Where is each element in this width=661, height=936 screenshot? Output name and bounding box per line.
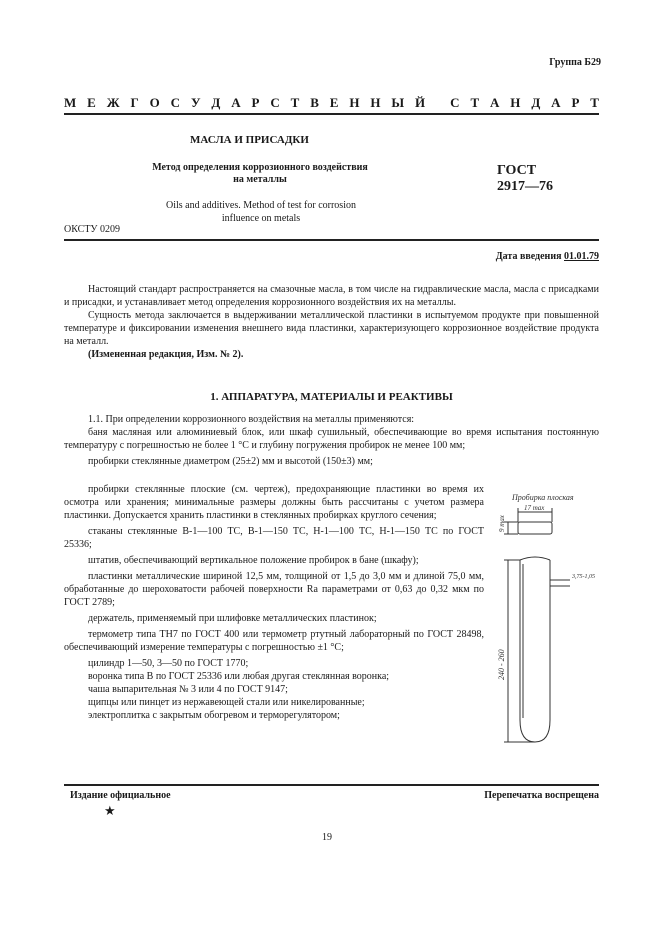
okstu-rule: [64, 239, 599, 241]
list-item: цилиндр 1—50, 3—50 по ГОСТ 1770;: [88, 658, 249, 669]
list-item: пластинки металлические шириной 12,5 мм, толщиной от 1,5 до 3,0 мм и длиной 75,0 мм, обработанные до шероховатости рабочей поверхности Ra параметрами от 0,63 до 0,32 мкм по ГОСТ 2789;: [64, 571, 484, 608]
banner-letter: С: [270, 95, 280, 110]
dim-top: 9 max: [498, 515, 506, 532]
banner-letter: М: [64, 95, 77, 110]
banner-letter: А: [231, 95, 241, 110]
star-icon: ★: [104, 803, 116, 818]
effective-date: Дата введения 01.01.79: [495, 251, 599, 262]
banner-letter: Д: [211, 95, 221, 110]
banner-letter: Г: [130, 95, 139, 110]
banner-letter: Ж: [106, 95, 120, 110]
list-item: баня масляная или алюминиевый блок, или шкаф сушильный, обеспечивающие во время испытания постоянную температуру с погрешностью не более 1 °С и глубину погружения пробирок не менее 100 мм;: [64, 427, 599, 451]
gost-number: ГОСТ 2917—76: [497, 163, 553, 194]
reprint-prohibited: Перепечатка воспрещена: [484, 790, 599, 801]
banner-letter: Е: [87, 95, 96, 110]
section-heading: 1. АППАРАТУРА, МАТЕРИАЛЫ И РЕАКТИВЫ: [210, 391, 453, 403]
banner-letter: Н: [510, 95, 521, 110]
list-item: термометр типа ТН7 по ГОСТ 400 или термометр ртутный лабораторный по ГОСТ 28498, обеспечивающий измерение температуры с погрешностью ±1 °С;: [64, 629, 484, 653]
list-item: пробирки стеклянные диаметром (25±2) мм и высотой (150±3) мм;: [88, 456, 373, 467]
list-item: штатив, обеспечивающий вертикальное положение пробирок в бане (шкафу);: [88, 555, 419, 566]
banner-letter: Т: [470, 95, 480, 110]
page-number: 19: [322, 832, 332, 843]
list-item: электроплитка с закрытым обогревом и терморегулятором;: [88, 710, 340, 721]
group-code: Группа Б29: [549, 57, 601, 68]
list-item: щипцы или пинцет из нержавеющей стали или никелированные;: [88, 697, 365, 708]
flat-tube-drawing: [490, 490, 610, 760]
banner-letter: В: [310, 95, 319, 110]
banner-letter: Й: [415, 95, 426, 110]
banner-letter: Д: [531, 95, 541, 110]
banner-letter: С: [170, 95, 181, 110]
english-title: Oils and additives. Method of test for corrosion influence on metals: [166, 200, 356, 224]
banner-letter: У: [190, 95, 201, 110]
dim-thickness: 3,75-1,05: [572, 574, 595, 580]
list-item: чаша выпарительная № 3 или 4 по ГОСТ 9147;: [88, 684, 288, 695]
intro-text: [64, 283, 599, 361]
banner-letter: О: [149, 95, 160, 110]
official-edition: Издание официальное: [70, 790, 171, 801]
header-rule: [64, 113, 599, 115]
dim-height: 240 - 260: [497, 649, 506, 680]
banner-letter: С: [450, 95, 460, 110]
list-item: пробирки стеклянные плоские (см. чертеж), предохраняющие пластинки во время их осмотра или хранения; минимальные размеры должны быть рассчитаны с учетом размера пластинки. Допускается хранить пластинки в стеклянных пробирках круглого сечения;: [64, 484, 484, 521]
document-subtitle: Метод определения коррозионного воздействия на металлы: [152, 162, 368, 185]
intro-paragraph: Настоящий стандарт распространяется на смазочные масла, в том числе на гидравлические масла, масла с присадками и присадки, и устанавливает метод определения коррозионного воздействия их на металлы.: [64, 284, 599, 308]
tube-cap: [518, 522, 552, 534]
banner-letter: А: [551, 95, 561, 110]
banner-letter: Т: [290, 95, 300, 110]
banner-letter: Е: [329, 95, 339, 110]
drawing-caption: Пробирка плоская: [512, 493, 574, 502]
list-item: стаканы стеклянные В-1—100 ТС, В-1—150 ТС, Н-1—100 ТС, Н-1—150 ТС по ГОСТ 25336;: [64, 526, 484, 550]
equipment-list: [64, 483, 484, 722]
amendment-note: (Измененная редакция, Изм. № 2).: [88, 349, 244, 360]
list-item: держатель, применяемый при шлифовке металлических пластинок;: [88, 613, 377, 624]
banner-letter: Т: [590, 95, 599, 110]
footer-rule: [64, 784, 599, 786]
banner-letter: Н: [349, 95, 360, 110]
banner-letter: А: [490, 95, 500, 110]
dim-width: 17 max: [524, 504, 545, 512]
banner-letter: Н: [370, 95, 381, 110]
banner-letter: Р: [571, 95, 580, 110]
banner-letter: [436, 95, 439, 111]
section-intro: [64, 413, 599, 468]
list-item: воронка типа В по ГОСТ 25336 или любая другая стеклянная воронка;: [88, 671, 390, 682]
item-1-1: 1.1. При определении коррозионного воздействия на металлы применяются:: [88, 414, 415, 425]
okstu-code: ОКСТУ 0209: [64, 224, 121, 235]
document-title: МАСЛА И ПРИСАДКИ: [190, 134, 309, 146]
interstate-standard-banner: [64, 95, 599, 111]
tube-body: [520, 560, 550, 742]
banner-letter: Р: [251, 95, 260, 110]
intro-paragraph: Сущность метода заключается в выдерживании металлической пластинки в испытуемом продукте при повышенной температуре и фиксировании изменения внешнего вида пластинки, характеризующего коррозионное воздействие продукта на металл.: [64, 310, 599, 347]
banner-letter: Ы: [391, 95, 405, 110]
